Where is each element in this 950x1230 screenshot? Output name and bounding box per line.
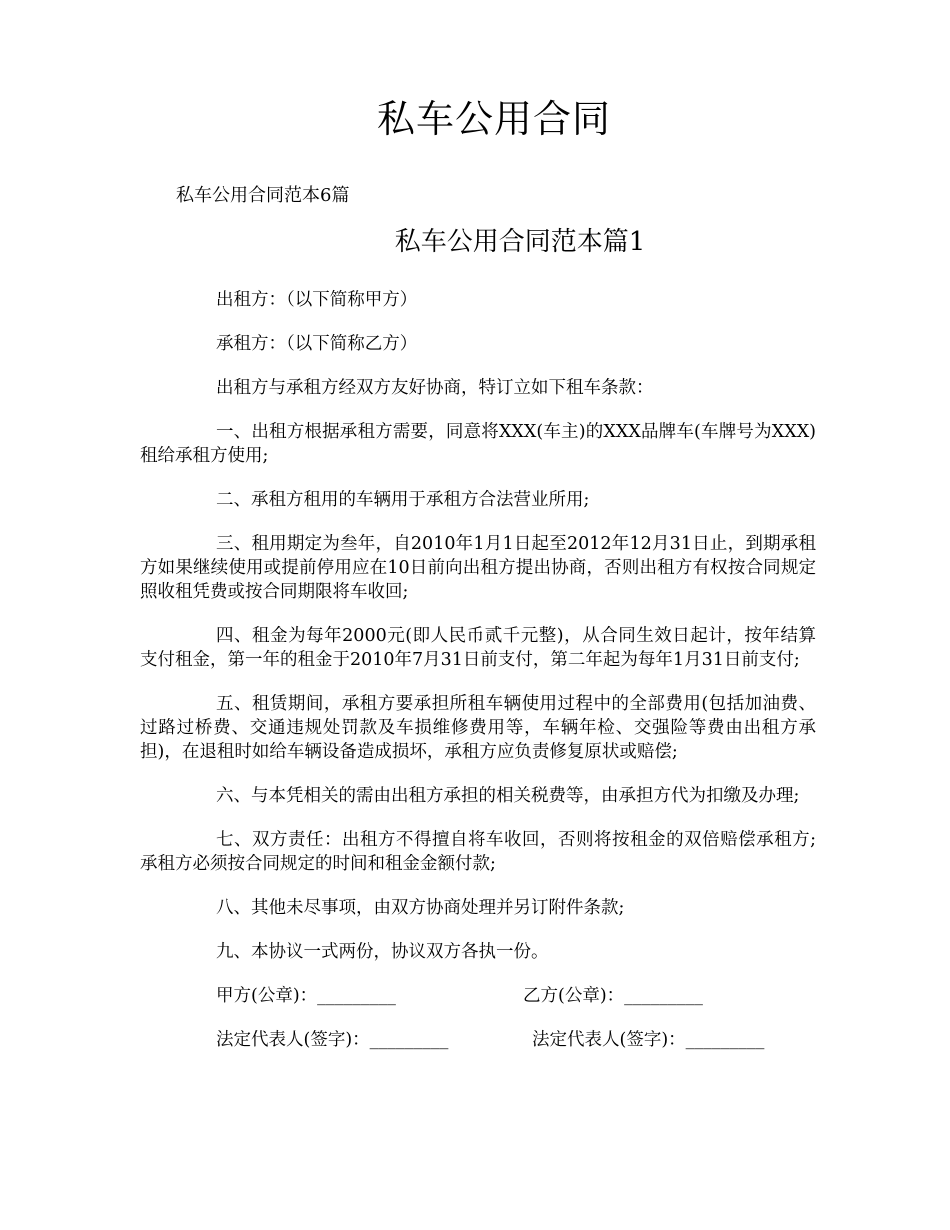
clause-5: 五、租赁期间，承租方要承担所租车辆使用过程中的全部费用(包括加油费、过路过桥费、交通违规处罚款及车损维修费用等，车辆年检、交强险等费由出租方承担)，在退租时如给车辆设备造成损坏，承租方应负责修复原状或赔偿; [140,694,816,762]
representative-row [140,1028,816,1052]
party-b-representative-field: 法定代表人(签字)：_________ [532,1030,765,1050]
clause-8: 八、其他未尽事项，由双方协商处理并另订附件条款; [216,898,625,918]
party-a-representative-field: 法定代表人(签字)：_________ [216,1030,449,1050]
party-a-seal-field: 甲方(公章)：_________ [216,986,396,1006]
clause-1: 一、出租方根据承租方需要，同意将XXX(车主)的XXX品牌车(车牌号为XXX)租给承租方使用; [140,422,816,466]
preamble: 出租方与承租方经双方友好协商，特订立如下租车条款： [216,378,654,398]
clause-2: 二、承租方租用的车辆用于承租方合法营业所用; [216,490,590,510]
document-intro: 私车公用合同范本6篇 [176,185,350,206]
clause-7: 七、双方责任：出租方不得擅自将车收回，否则将按租金的双倍赔偿承租方;承租方必须按合同规定的时间和租金金额付款; [140,830,816,874]
party-b-seal-field: 乙方(公章)：_________ [523,986,703,1006]
clause-3: 三、租用期定为叁年，自2010年1月1日起至2012年12月31日止，到期承租方如果继续使用或提前停用应在10日前向出租方提出协商，否则出租方有权按合同规定照收租凭费或按合同期限将车收回; [140,534,816,602]
lessee-line: 承租方：（以下简称乙方） [216,334,418,354]
contract-body [140,288,816,1072]
lessor-line: 出租方：（以下简称甲方） [216,290,418,310]
clause-9: 九、本协议一式两份，协议双方各执一份。 [216,942,549,962]
section-title: 私车公用合同范本篇1 [394,227,646,257]
seal-row [140,984,816,1008]
clause-6: 六、与本凭相关的需由出租方承担的相关税费等，由承担方代为扣缴及办理; [216,786,800,806]
clause-4: 四、租金为每年2000元(即人民币贰千元整)，从合同生效日起计，按年结算支付租金，第一年的租金于2010年7月31日前支付，第二年起为每年1月31日前支付; [140,626,816,670]
document-title: 私车公用合同 [376,97,611,141]
